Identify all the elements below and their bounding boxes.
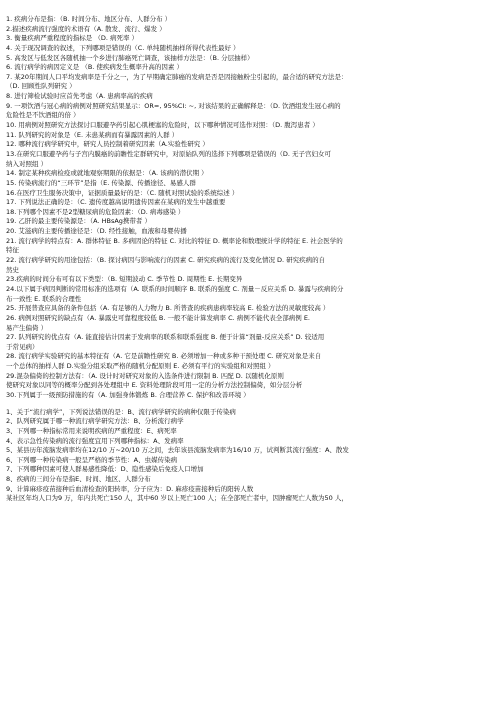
text-line: 26. 病例对照研究的缺点有（A. 暴露史可靠程度较低 B. 一般不能计算发病率 C. 病例不能代表全部病例 E. xyxy=(6,313,311,322)
text-line: 9、计算麻疹疫苗接种后血清检查的阳转率，分子应为：D. 麻疹疫苗接种后的阳转人数 xyxy=(6,484,254,493)
text-line: 7. 某20年期间人口平均发病率是千分之一，为了早期确定肺癌的发病是否是因接触粉尘引起的，最合适的研究方法是： xyxy=(6,72,348,81)
text-line: 22. 流行病学研究的用途包括：（B. 探讨病因与影响流行的因素 C. 研究疾病的流行及变化情况 D. 研究疾病的自 xyxy=(6,256,326,265)
text-line: 13.在研究口服避孕药与子宫内膜癌的前瞻性定群研究中，对原始队列的选择下列哪项是错误的（D. 无子宫妇女可 xyxy=(6,149,331,158)
text-line: 27. 队列研究的优点有（A. 能直接估计因素于发病率的联系和联系强度 B. 便于计算“剂量-反应关系” D. 较适用 xyxy=(6,333,325,342)
text-line: 危险性是不饮酒组的倍 ） xyxy=(6,111,80,120)
text-line: 8、疾病的三间分布是指E、时间、地区、人群分布 xyxy=(6,475,151,484)
text-line: 4. 关于现况调查的叙述，下列哪项是错误的（C. 单纯随机抽样所得代表性最好 ） xyxy=(6,43,240,52)
text-line: 12. 哪种流行病学研究中，研究人员控制着研究因素（A.实验性研究 ） xyxy=(6,140,209,149)
text-line: 28. 流行病学实验研究的基本特征有（A. 它是前瞻性研究 B. 必须增加一种或多种干预处理 C. 研究对象是来自 xyxy=(6,352,322,361)
text-line: 6. 流行病学的病因定义是 （B. 使疾病发生概率升高的因素 ） xyxy=(6,63,183,72)
text-line: 18.下列哪个因素不是2型糖尿病的危险因素：（D. 病毒感染 ） xyxy=(6,207,185,216)
text-line: 14. 制定某种疾病检疫或就地观察期限的依据是：（A. 该病的潜伏期 ） xyxy=(6,169,208,178)
text-line: 16.在医疗卫生服务决策中，证据质量最好的是：（C. 随机对照试验的系统综述 ） xyxy=(6,188,239,197)
text-line: 易产生偏倚 ） xyxy=(6,323,48,332)
text-line: 2.描述疾病流行强度的术语有（A. 散发、流行、爆发 ） xyxy=(6,24,166,33)
text-line: 17. 下列说法正确的是：（C. 遗传度越高说明遗传因素在某病的发生中越重要 xyxy=(6,198,226,207)
text-line: 1、关于“流行病学”，下列说法错误的是：B、流行病学研究的病种仅限于传染病 xyxy=(6,407,236,416)
text-line: 1. 疾病分布是指：（B. 时间分布、地区分布、人群分布 ） xyxy=(6,15,172,23)
text-line: 5、某县历年流脑发病率均在12/10 万~20/10 万之间，去年该县流脑发病率为16/10 万，试判断其流行强度：A、散发 xyxy=(6,446,349,455)
text-line: 25. 开展普查应具备的条件包括（A. 有足够的人力物力 B. 所普查的疾病患病率较高 E. 检验方法的灵敏度较高 ） xyxy=(6,304,330,313)
text-line: 19. 乙肝的最主要传染源是：（A. HBsAg携带者 ） xyxy=(6,217,151,226)
text-line: 纳入对照组 ） xyxy=(6,159,48,168)
text-line: 10. 用病例对照研究方法探讨口服避孕药引起心肌梗塞的危险时，以下哪种情况可选作对照：（D. 腹泻患者 ） xyxy=(6,121,319,130)
text-line: 一个总体的抽样人群 D.实验分组采取严格的随机分配原则 E. 必须有平行的实验组和对照组 ） xyxy=(6,362,275,371)
text-line: 布一致性 E. 联系的合理性 xyxy=(6,294,82,303)
text-line: 20. 艾滋病的主要传播途径是：（D. 经性接触，血液和母婴传播 xyxy=(6,227,187,236)
text-line: 8. 进行筛检试验时应首先考虑（A. 患病率高的疾病 xyxy=(6,92,153,101)
text-line: 然史 xyxy=(6,265,19,274)
text-line: 特征 xyxy=(6,246,19,255)
section-gap xyxy=(6,401,490,408)
text-line: （D. 回顾性队列研究 ） xyxy=(6,82,76,91)
text-line: 3、下列哪一种指标常用来说明疾病的严重程度：E、病死率 xyxy=(6,426,177,435)
text-line: 21. 流行病学的特点有：A. 群体特征 B. 多病因论的特征 C. 对比的特征 D. 概率论和数理统计学的特征 E. 社会医学的 xyxy=(6,236,343,245)
text-line: 24.以下属于病因判断的常用标准的选项有（A. 联系的时间顺序 B. 联系的强度 C. 剂量－反应关系 D. 暴露与疾病的分 xyxy=(6,284,344,293)
text-line: 23.疾病的时间分布可有以下类型：（B. 短期波动 C. 季节性 D. 周期性 E. 长期变异 xyxy=(6,275,243,284)
text-line: 29.混杂偏倚的控制方法有：（A. 设计时对研究对象的入选条件进行限制 B. 匹配 D. 以随机化原则 xyxy=(6,371,284,380)
text-line: 于常见病） xyxy=(6,342,39,351)
text-line: 3. 衡量疾病严重程度的指标是 （D. 病死率 ） xyxy=(6,34,139,43)
text-line: 9. 一项饮酒与冠心病的病例对照研究结果显示：OR=, 95%CI: ~, 对该结果的正确解释是：（D. 饮酒组发生冠心病的 xyxy=(6,101,341,110)
text-line: 5. 高发区与低发区各随机抽一个乡进行肺癌死亡调查，该抽样方法是：（B. 分层抽样） xyxy=(6,53,254,62)
text-line: 7、下列哪种因素可使人群易感性降低：D、隐性感染后免疫人口增加 xyxy=(6,465,204,474)
text-line: 30.下列属于一级预防措施的有（A. 加强身体锻炼 B. 合理营养 C. 保护和改善环境 ） xyxy=(6,390,250,399)
text-line: 15. 传染病流行的“三环节”是指（E. 传染源、传播途径、易感人群 xyxy=(6,178,196,187)
text-line: 11. 队列研究的对象是（E. 未患某病而有暴露因素的人群 ） xyxy=(6,130,179,139)
text-line: 6、下列哪一种传染病一般呈严格的季节性：A、虫媒传染病 xyxy=(6,455,178,464)
text-line: 4、表示急性传染病的流行强度宜用下列哪种指标：A、发病率 xyxy=(6,436,184,445)
text-line: 某社区年均人口为9 万，年内共死亡150 人，其中60 岁以上死亡100 人；在全部死亡者中，因肿瘤死亡人数为50 人， xyxy=(6,494,348,503)
text-line: 2、队列研究属于哪一种流行病学研究方法：B、分析流行病学 xyxy=(6,417,184,426)
text-line: 使研究对象以同等的概率分配到各处理组中 E. 资料处理阶段可用一定的分析方法控制偏倚，如分层分析 xyxy=(6,381,303,390)
